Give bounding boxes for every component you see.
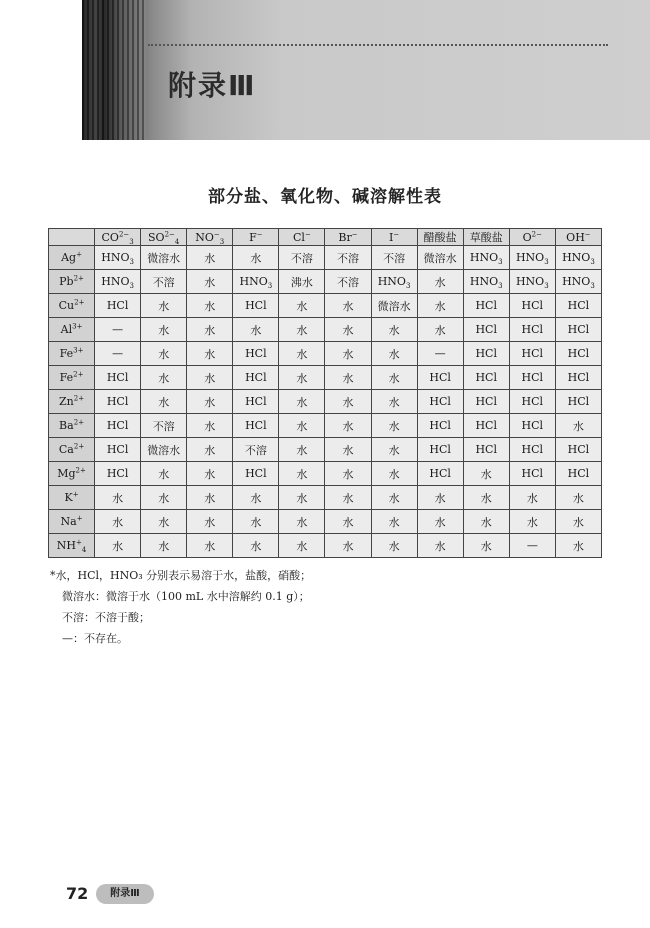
note-insoluble: 不溶：不溶于酸； <box>62 611 150 624</box>
cation-label <box>49 462 95 486</box>
solubility-cell: 水 <box>141 462 187 486</box>
solubility-cell: 水 <box>233 246 279 270</box>
solubility-cell: 水 <box>279 486 325 510</box>
cation-label-charge: + <box>72 490 79 499</box>
column-header-charge: − <box>304 229 311 238</box>
solubility-cell: HCl <box>555 462 601 486</box>
solubility-cell: 水 <box>279 366 325 390</box>
column-header <box>371 229 417 246</box>
cation-label <box>49 318 95 342</box>
solubility-cell: HCl <box>463 342 509 366</box>
cation-label-charge: 2+ <box>73 394 85 403</box>
solubility-cell: HCl <box>509 462 555 486</box>
column-header-subscript: 3 <box>129 237 134 246</box>
solubility-cell: 水 <box>279 438 325 462</box>
cation-label-base: Ag <box>61 251 77 264</box>
solubility-cell: 水 <box>187 390 233 414</box>
solubility-cell: HCl <box>509 294 555 318</box>
solubility-cell: $HNO_3$ <box>509 270 555 294</box>
solubility-cell: 水 <box>371 462 417 486</box>
cation-label-base: Al <box>60 323 73 336</box>
solubility-cell: HCl <box>463 414 509 438</box>
solubility-cell: 水 <box>417 534 463 558</box>
cation-label-base: Fe <box>59 347 74 360</box>
column-header <box>141 229 187 246</box>
table-row <box>49 510 602 534</box>
column-header-base: Br <box>338 230 352 244</box>
solubility-cell: 水 <box>417 486 463 510</box>
solubility-cell: 水 <box>509 510 555 534</box>
solubility-cell: 水 <box>371 510 417 534</box>
solubility-cell: HCl <box>463 366 509 390</box>
solubility-cell: 水 <box>233 318 279 342</box>
solubility-cell: HCl <box>417 462 463 486</box>
solubility-cell: — <box>509 534 555 558</box>
solubility-cell: 水 <box>187 342 233 366</box>
cation-label-base: Mg <box>57 467 76 480</box>
solubility-table <box>48 228 602 558</box>
solubility-cell: HCl <box>95 294 141 318</box>
table-body <box>49 246 602 558</box>
solubility-cell: 水 <box>141 534 187 558</box>
solubility-cell: 水 <box>279 318 325 342</box>
note-nonexistent: —：不存在。 <box>62 632 128 645</box>
cation-label-base: Ca <box>58 443 74 456</box>
column-header <box>233 229 279 246</box>
note-legend: *水，HCl，HNO₃ 分别表示易溶于水，盐酸，硝酸； <box>50 569 312 582</box>
column-header-charge: 2− <box>118 229 130 238</box>
page-number: 72 <box>66 884 89 903</box>
solubility-cell: 微溶水 <box>371 294 417 318</box>
cation-label-charge: 2+ <box>75 466 86 475</box>
footer-tab: 附录Ⅲ <box>96 884 154 904</box>
cation-label-subscript: 4 <box>81 546 87 555</box>
solubility-cell: 不溶 <box>371 246 417 270</box>
solubility-cell: $HNO_3$ <box>555 246 601 270</box>
solubility-cell: 水 <box>463 534 509 558</box>
column-header-base: F <box>249 230 257 244</box>
cation-label-charge: + <box>75 538 82 547</box>
solubility-cell: 不溶 <box>279 246 325 270</box>
solubility-cell: 水 <box>417 318 463 342</box>
solubility-cell: 沸水 <box>279 270 325 294</box>
solubility-cell: 水 <box>141 510 187 534</box>
cation-label-base: Pb <box>59 275 74 288</box>
solubility-cell: 不溶 <box>325 246 371 270</box>
solubility-cell: 水 <box>279 510 325 534</box>
solubility-cell: 水 <box>325 342 371 366</box>
solubility-cell: 水 <box>417 510 463 534</box>
solubility-cell: 水 <box>371 366 417 390</box>
table-row <box>49 534 602 558</box>
solubility-cell: $HNO_3$ <box>509 246 555 270</box>
solubility-cell: 水 <box>325 462 371 486</box>
solubility-cell: 水 <box>279 342 325 366</box>
solubility-cell: HCl <box>555 342 601 366</box>
solubility-cell: 水 <box>555 486 601 510</box>
solubility-cell: 水 <box>555 534 601 558</box>
solubility-cell: 水 <box>95 486 141 510</box>
solubility-cell: 水 <box>279 390 325 414</box>
solubility-cell: 水 <box>325 438 371 462</box>
solubility-cell: 水 <box>187 318 233 342</box>
solubility-cell: 水 <box>187 438 233 462</box>
solubility-cell: HCl <box>463 390 509 414</box>
solubility-cell: 水 <box>325 510 371 534</box>
solubility-cell: HCl <box>509 390 555 414</box>
column-header-charge: − <box>256 229 263 238</box>
cation-label <box>49 270 95 294</box>
column-header-base: 醋酸盐 <box>423 231 457 244</box>
solubility-cell: 水 <box>371 534 417 558</box>
solubility-cell: 微溶水 <box>141 246 187 270</box>
solubility-cell: 水 <box>325 366 371 390</box>
cation-label-charge: 2+ <box>73 418 85 427</box>
solubility-cell: 水 <box>187 510 233 534</box>
solubility-cell: 水 <box>325 390 371 414</box>
cation-label-base: Fe <box>59 371 74 384</box>
cation-label-charge: 2+ <box>73 370 84 379</box>
solubility-cell: $HNO_3$ <box>463 270 509 294</box>
solubility-cell: HCl <box>463 294 509 318</box>
solubility-cell: 水 <box>187 366 233 390</box>
cation-label <box>49 390 95 414</box>
solubility-cell: 水 <box>233 486 279 510</box>
solubility-cell: HCl <box>555 318 601 342</box>
solubility-cell: HCl <box>417 390 463 414</box>
cation-label-charge: + <box>76 250 82 259</box>
cation-label <box>49 438 95 462</box>
solubility-cell: $HNO_3$ <box>371 270 417 294</box>
table-row <box>49 294 602 318</box>
solubility-cell: HCl <box>555 438 601 462</box>
solubility-cell: $HNO_3$ <box>233 270 279 294</box>
cation-label-charge: 2+ <box>73 442 85 451</box>
cation-label-charge: 3+ <box>73 346 84 355</box>
column-header-charge: 2− <box>164 229 175 238</box>
solubility-cell: HCl <box>509 342 555 366</box>
solubility-cell: 水 <box>187 270 233 294</box>
column-header-charge: − <box>584 229 591 238</box>
solubility-cell: 不溶 <box>325 270 371 294</box>
column-header-base: Cl <box>293 230 305 244</box>
column-header-charge: − <box>351 229 358 238</box>
solubility-cell: 水 <box>279 294 325 318</box>
solubility-cell: 水 <box>371 486 417 510</box>
solubility-cell: 水 <box>555 510 601 534</box>
solubility-cell: 水 <box>463 486 509 510</box>
notes <box>50 565 610 649</box>
solubility-cell: HCl <box>509 318 555 342</box>
solubility-cell: HCl <box>555 294 601 318</box>
solubility-cell: 水 <box>417 294 463 318</box>
solubility-cell: 水 <box>141 390 187 414</box>
solubility-cell: 水 <box>509 486 555 510</box>
solubility-cell: 水 <box>463 462 509 486</box>
cation-label-base: NH <box>56 539 76 552</box>
note-slightly-soluble: 微溶水：微溶于水（100 mL 水中溶解约 0.1 g）； <box>62 590 310 603</box>
solubility-cell: — <box>417 342 463 366</box>
solubility-cell: 水 <box>325 318 371 342</box>
solubility-cell: 水 <box>325 486 371 510</box>
table-row <box>49 318 602 342</box>
solubility-cell: HCl <box>555 390 601 414</box>
column-header-base: 草酸盐 <box>469 231 503 244</box>
solubility-cell: HCl <box>463 438 509 462</box>
solubility-cell: 水 <box>187 486 233 510</box>
solubility-cell: HCl <box>233 342 279 366</box>
solubility-cell: 水 <box>187 534 233 558</box>
cation-label-base: Cu <box>58 299 75 312</box>
solubility-cell: 水 <box>141 318 187 342</box>
solubility-cell: HCl <box>95 462 141 486</box>
solubility-cell: 不溶 <box>233 438 279 462</box>
column-header-charge: − <box>393 229 400 238</box>
solubility-cell: 不溶 <box>141 414 187 438</box>
table-title: 部分盐、氧化物、碱溶解性表 <box>208 187 442 207</box>
solubility-cell: HCl <box>95 366 141 390</box>
table-row <box>49 390 602 414</box>
column-header <box>325 229 371 246</box>
table-row <box>49 486 602 510</box>
solubility-cell: 水 <box>141 342 187 366</box>
solubility-cell: 水 <box>141 486 187 510</box>
solubility-cell: HCl <box>233 294 279 318</box>
solubility-cell: $HNO_3$ <box>555 270 601 294</box>
solubility-cell: $HNO_3$ <box>95 270 141 294</box>
solubility-cell: 水 <box>325 414 371 438</box>
column-header-charge: 2− <box>531 229 542 238</box>
column-header-subscript: 4 <box>174 237 180 246</box>
cation-label <box>49 366 95 390</box>
column-header <box>555 229 601 246</box>
solubility-cell: 水 <box>463 510 509 534</box>
column-header-subscript: 3 <box>219 237 225 246</box>
solubility-cell: 水 <box>187 462 233 486</box>
solubility-cell: 水 <box>325 534 371 558</box>
column-header <box>95 229 141 246</box>
cation-label <box>49 294 95 318</box>
cation-label-base: Zn <box>59 395 74 408</box>
table-row <box>49 366 602 390</box>
solubility-cell: 不溶 <box>141 270 187 294</box>
column-header-base: NO <box>195 230 214 244</box>
column-header-base: O <box>522 230 532 244</box>
solubility-cell: — <box>95 342 141 366</box>
cation-label-charge: 2+ <box>74 298 85 307</box>
table-row <box>49 342 602 366</box>
solubility-cell: 水 <box>279 534 325 558</box>
solubility-cell: 水 <box>325 294 371 318</box>
solubility-cell: HCl <box>95 390 141 414</box>
solubility-cell: 水 <box>95 510 141 534</box>
column-header-base: OH <box>566 230 585 244</box>
cation-label-charge: + <box>76 514 83 523</box>
solubility-cell: 水 <box>417 270 463 294</box>
solubility-cell: 水 <box>233 510 279 534</box>
cation-label <box>49 534 95 558</box>
table-header-row <box>49 229 602 246</box>
cation-label-base: K <box>64 491 73 504</box>
column-header <box>187 229 233 246</box>
table-row <box>49 414 602 438</box>
solubility-cell: $HNO_3$ <box>463 246 509 270</box>
corner-cell <box>49 229 95 246</box>
solubility-cell: HCl <box>95 438 141 462</box>
header-dotted-rule <box>148 44 608 46</box>
column-header <box>279 229 325 246</box>
appendix-title: 附录Ⅲ <box>168 69 257 102</box>
solubility-cell: HCl <box>233 390 279 414</box>
cation-label-charge: 2+ <box>73 274 84 283</box>
solubility-cell: HCl <box>509 438 555 462</box>
table-row <box>49 270 602 294</box>
solubility-cell: HCl <box>555 366 601 390</box>
solubility-cell: 水 <box>371 438 417 462</box>
solubility-cell: HCl <box>417 414 463 438</box>
cation-label-base: Na <box>60 515 77 528</box>
solubility-cell: 水 <box>141 366 187 390</box>
solubility-cell: 水 <box>279 462 325 486</box>
cation-label <box>49 414 95 438</box>
solubility-cell: 水 <box>187 414 233 438</box>
column-header-base: CO <box>101 230 119 244</box>
cation-label <box>49 510 95 534</box>
solubility-cell: 水 <box>371 414 417 438</box>
solubility-cell: 水 <box>233 534 279 558</box>
solubility-cell: — <box>95 318 141 342</box>
solubility-cell: 水 <box>141 294 187 318</box>
solubility-cell: 水 <box>371 390 417 414</box>
solubility-cell: 水 <box>95 534 141 558</box>
solubility-cell: 水 <box>187 246 233 270</box>
solubility-cell: 水 <box>371 342 417 366</box>
cation-label <box>49 246 95 270</box>
column-header <box>417 229 463 246</box>
solubility-cell: 水 <box>279 414 325 438</box>
solubility-cell: HCl <box>417 438 463 462</box>
solubility-cell: 微溶水 <box>141 438 187 462</box>
solubility-cell: HCl <box>463 318 509 342</box>
solubility-cell: HCl <box>509 366 555 390</box>
column-header-charge: − <box>213 229 220 238</box>
cation-label <box>49 342 95 366</box>
cation-label-base: Ba <box>59 419 74 432</box>
column-header <box>509 229 555 246</box>
column-header-base: SO <box>148 230 165 244</box>
solubility-cell: 水 <box>187 294 233 318</box>
solubility-cell: $HNO_3$ <box>95 246 141 270</box>
solubility-cell: 微溶水 <box>417 246 463 270</box>
solubility-cell: HCl <box>95 414 141 438</box>
table-row <box>49 462 602 486</box>
column-header <box>463 229 509 246</box>
solubility-cell: 水 <box>555 414 601 438</box>
table-row <box>49 246 602 270</box>
column-header-base: I <box>388 230 394 244</box>
table-row <box>49 438 602 462</box>
header-stripes <box>82 0 146 140</box>
cation-label-charge: 3+ <box>72 322 83 331</box>
solubility-cell: HCl <box>233 414 279 438</box>
cation-label <box>49 486 95 510</box>
solubility-cell: HCl <box>233 462 279 486</box>
solubility-cell: HCl <box>417 366 463 390</box>
solubility-cell: HCl <box>233 366 279 390</box>
solubility-cell: HCl <box>509 414 555 438</box>
solubility-cell: 水 <box>371 318 417 342</box>
